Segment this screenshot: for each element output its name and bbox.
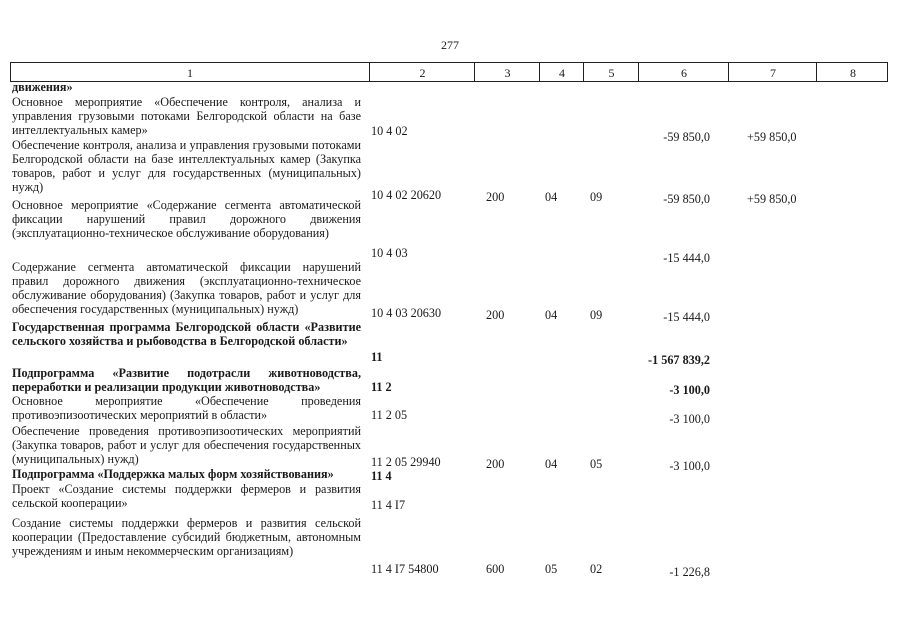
row-description: Основное мероприятие «Обеспечение проведения противоэпизоотических мероприятий в области»	[12, 394, 361, 422]
row-code: 10 4 02 20620	[371, 188, 442, 202]
row-code: 11	[371, 350, 383, 364]
row-amount: -3 100,0	[669, 459, 710, 473]
row-description: Государственная программа Белгородской области «Развитие сельского хозяйства и рыбоводства в Белгородской области»	[12, 320, 361, 348]
row-c5: 02	[590, 562, 603, 576]
row-code: 11 2	[371, 380, 392, 394]
row-amount: -1 567 839,2	[648, 353, 710, 367]
row-code: 11 4 I7 54800	[371, 562, 439, 576]
row-code: 10 4 02	[371, 124, 408, 138]
row-c5: 09	[590, 308, 603, 322]
row-description: Проект «Создание системы поддержки фермеров и развития сельской кооперации»	[12, 482, 361, 510]
row-change: +59 850,0	[747, 192, 797, 206]
row-c5: 05	[590, 457, 603, 471]
row-code: 11 2 05 29940	[371, 455, 441, 469]
row-code: 10 4 03 20630	[371, 306, 442, 320]
row-change: +59 850,0	[747, 130, 797, 144]
row-amount: -15 444,0	[663, 251, 710, 265]
row-code: 10 4 03	[371, 246, 408, 260]
header-col-3: 3	[474, 63, 540, 82]
row-c3: 200	[486, 457, 505, 471]
row-amount: -1 226,8	[669, 565, 710, 579]
row-description: движения»	[12, 80, 73, 94]
header-col-7: 7	[728, 63, 817, 82]
row-c5: 09	[590, 190, 603, 204]
row-description: Создание системы поддержки фермеров и развития сельской кооперации (Предоставление субсидий бюджетным, автономным учреждениям и иным некоммерческим организациям)	[12, 516, 361, 558]
table-header	[10, 62, 888, 82]
row-description: Подпрограмма «Развитие подотрасли животноводства, переработки и реализации продукции животноводства»	[12, 366, 361, 394]
row-amount: -59 850,0	[663, 192, 710, 206]
header-col-4: 4	[539, 63, 584, 82]
row-c3: 600	[486, 562, 505, 576]
header-col-8: 8	[816, 63, 889, 82]
header-col-5: 5	[583, 63, 639, 82]
row-c3: 200	[486, 190, 505, 204]
row-code: 11 4	[371, 469, 392, 483]
row-c3: 200	[486, 308, 505, 322]
header-col-6: 6	[638, 63, 729, 82]
row-description: Обеспечение контроля, анализа и управления грузовыми потоками Белгородской области на базе интеллектуальных камер (Закупка товаров, работ и услуг для государственных (муниципальных) нужд)	[12, 138, 361, 194]
row-amount: -3 100,0	[669, 412, 710, 426]
row-c4: 05	[545, 562, 558, 576]
row-description: Основное мероприятие «Содержание сегмента автоматической фиксации нарушений правил дорожного движения (эксплуатационно-техническое обслуживание оборудования)	[12, 198, 361, 240]
header-col-2: 2	[369, 63, 475, 82]
row-amount: -59 850,0	[663, 130, 710, 144]
row-code: 11 2 05	[371, 408, 408, 422]
row-description: Обеспечение проведения противоэпизоотических мероприятий (Закупка товаров, работ и услуг для обеспечения государственных (муниципальных) нужд)	[12, 424, 361, 466]
row-code: 11 4 I7	[371, 498, 406, 512]
row-description: Подпрограмма «Поддержка малых форм хозяйствования»	[12, 467, 334, 481]
row-c4: 04	[545, 308, 558, 322]
row-c4: 04	[545, 457, 558, 471]
header-col-1: 1	[187, 66, 193, 80]
row-amount: -15 444,0	[663, 310, 710, 324]
row-c4: 04	[545, 190, 558, 204]
page-number: 277	[441, 38, 459, 52]
row-description: Основное мероприятие «Обеспечение контроля, анализа и управления грузовыми потоками Белгородской области на базе интеллектуальных камер»	[12, 95, 361, 137]
row-amount: -3 100,0	[669, 383, 710, 397]
row-description: Содержание сегмента автоматической фиксации нарушений правил дорожного движения (эксплуатационно-техническое обслуживание оборудования) (Закупка товаров, работ и услуг для обеспечения государственных (муниципальных) нужд)	[12, 260, 361, 316]
